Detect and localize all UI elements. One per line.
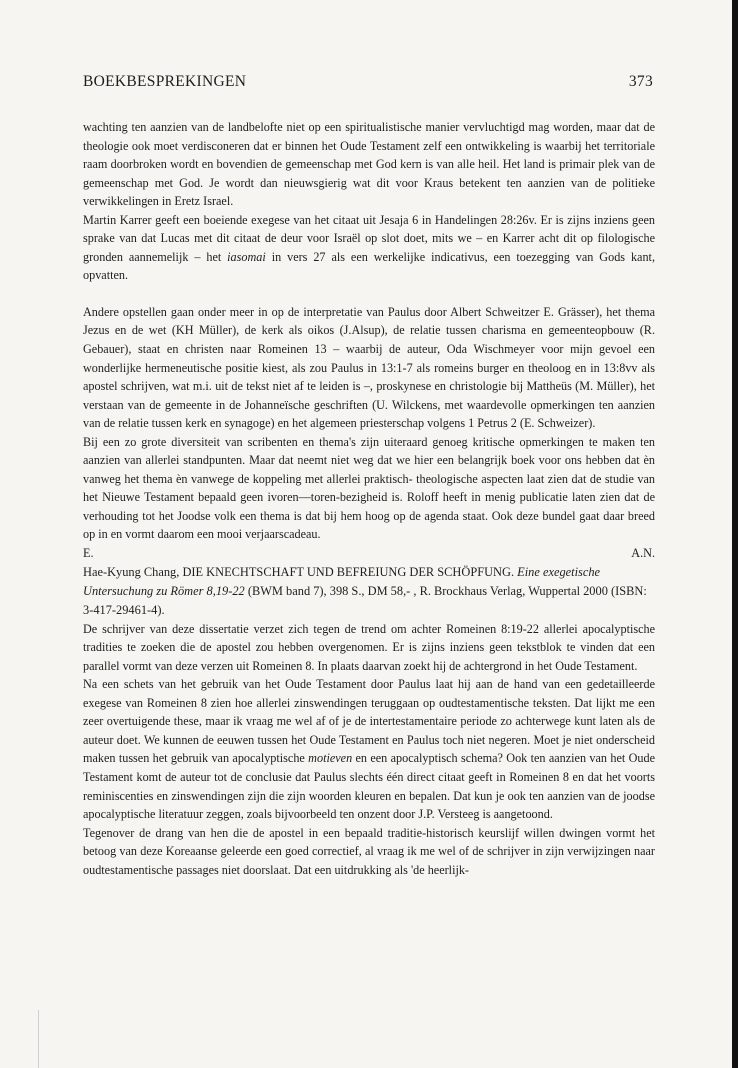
signature-line xyxy=(83,544,655,563)
page-number: 373 xyxy=(628,73,653,90)
review1-paragraph-4: Bij een zo grote diversiteit van scribenten en thema's zijn uiteraard genoeg kritische opmerkingen te maken ten aanzien van allerlei standpunten. Maar dat neemt niet weg dat we hier een belangrijk boek voor ons hebben dat èn vanweg het thema èn vanwege de koppeling met allerlei praktisch- theologische aspecten laat zien dat de studie van het Nieuwe Testament bepaald geen ivoren—toren-bezigheid is. Roloff heeft in menig publicatie laten zien dat de verhouding tot het Joodse volk een thema is dat bij hem hoog op de agenda staat. Ook deze bundel gaat daar breed op in en vormt daarom een mooi verjaarscadeau. xyxy=(83,434,655,542)
book-reference: Hae-Kyung Chang, DIE KNECHTSCHAFT UND BEFREIUNG DER SCHÖPFUNG. Eine exegetische Untersuchung zu Römer 8,19-22 (BWM band 7), 398 S., DM 58,- , R. Brockhaus Verlag, Wuppertal 2000 (ISBN: 3-417-29461-4). xyxy=(83,564,647,617)
page-body xyxy=(83,118,655,879)
review1-paragraph-2: Martin Karrer geeft een boeiende exegese van het citaat uit Jesaja 6 in Handelingen 28:26v. Er is zijns inziens geen sprake van dat Lucas met dit citaat de deur voor Israël op slot doet, mits we – en Karrer acht dit op filologische gronden aannemelijk – het iasomai in vers 27 als een werkelijke indicativus, een toezegging van Gods kant, opvatten. xyxy=(83,212,655,283)
review2-paragraph-3: Tegenover de drang van hen die de apostel in een bepaald traditie-historisch keurslijf willen dwingen vormt het betoog van deze Koreaanse geleerde een goed correctief, al vraag ik me wel of de schrijver in zijn verwijzingen naar oudtestamentische passages niet doorslaat. Dat een uitdrukking als 'de heerlijk- xyxy=(83,825,655,877)
scan-border xyxy=(732,0,738,1068)
signature-left: E. xyxy=(83,546,94,561)
scan-artifact xyxy=(38,1010,39,1068)
review2-paragraph-1: De schrijver van deze dissertatie verzet zich tegen de trend om achter Romeinen 8:19-22 allerlei apocalyptische tradities te zoeken die de apostel zou hebben overgenomen. Er is zijns inziens geen tekstblok te vinden dat een parallel vormt van deze verzen uit Romeinen 8. In plaats daarvan zoekt hij de achtergrond in het Oude Testament. xyxy=(83,621,655,673)
review1-paragraph-1: wachting ten aanzien van de landbelofte niet op een spiritualistische manier vervluchtigd mag worden, maar dat de theologie ook moet verdisconeren dat er binnen het Oude Testament zelf een ontwikkeling is waarbij het territoriale raam doorbroken wordt en bovendien de gemeenschap met God kern is van alle heil. Het land is primair plek van de gemeenschap met God. Je wordt dan nieuwsgierig wat dit voor Kraus betekent ten aanzien van de politieke verwikkelingen in Eretz Israel. xyxy=(83,120,655,209)
running-header xyxy=(83,73,653,91)
book-subtitle: Eine exegetische Untersuchung zu Römer 8,19-22 xyxy=(83,564,601,598)
review2-paragraph-2: Na een schets van het gebruik van het Oude Testament door Paulus laat hij aan de hand van een gedetailleerde exegese van Romeinen 8 zien hoe allerlei zinswendingen teruggaan op oudtestamentische teksten. Dat lijkt me een zeer overtuigende these, maar ik vraag me wel af of je de intertestamentaire periode zo achterwege kunt laten als de auteur doet. We kunnen de eeuwen tussen het Oude Testament en Paulus toch niet negeren. Moet je niet onderscheid maken tussen het gebruik van apocalyptische motieven en een apocalyptisch schema? Ook ten aanzien van het Oude Testament komt de auteur tot de conclusie dat Paulus slechts één direct citaat geeft in Romeinen 8 en dat het voorts reminiscenties en zinswendingen zijn die zijn woorden kleuren en bepalen. Dat kun je ook ten aanzien van de joodse apocalyptische literatuur zeggen, zoals bijvoorbeeld ten onzent door J.P. Versteeg is aangetoond. xyxy=(83,677,655,822)
italic-term: motieven xyxy=(308,751,353,766)
review1-paragraph-3: Andere opstellen gaan onder meer in op de interpretatie van Paulus door Albert Schweitzer E. Grässer), het thema Jezus en de wet (KH Müller), de kerk als oikos (J.Alsup), de relatie tussen charisma en gemeenteopbouw (R. Gebauer), staat en christen naar Romeinen 13 – waarbij de auteur, Oda Wischmeyer voor mijn gevoel een wonderlijke hermeneutische positie kiest, als zou Paulus in 13:1-7 als romeins burger en theoloog en in 13:8vv als apostel schrijven, wat m.i. uit de tekst niet af te leiden is –, proskynese en christologie bij Mattheüs (M. Müller), het verstaan van de gemeente in de Johanneïsche geschriften (U. Wilckens, met waardevolle opmerkingen ten aanzien van de relatie tussen kerk en synagoge) en het algemeen priesterschap volgens 1 Petrus 2 (E. Schweizer). xyxy=(83,304,655,431)
signature-right: A.N. xyxy=(631,546,655,561)
section-title: BOEKBESPREKINGEN xyxy=(83,73,247,90)
italic-term: iasomai xyxy=(227,249,266,264)
